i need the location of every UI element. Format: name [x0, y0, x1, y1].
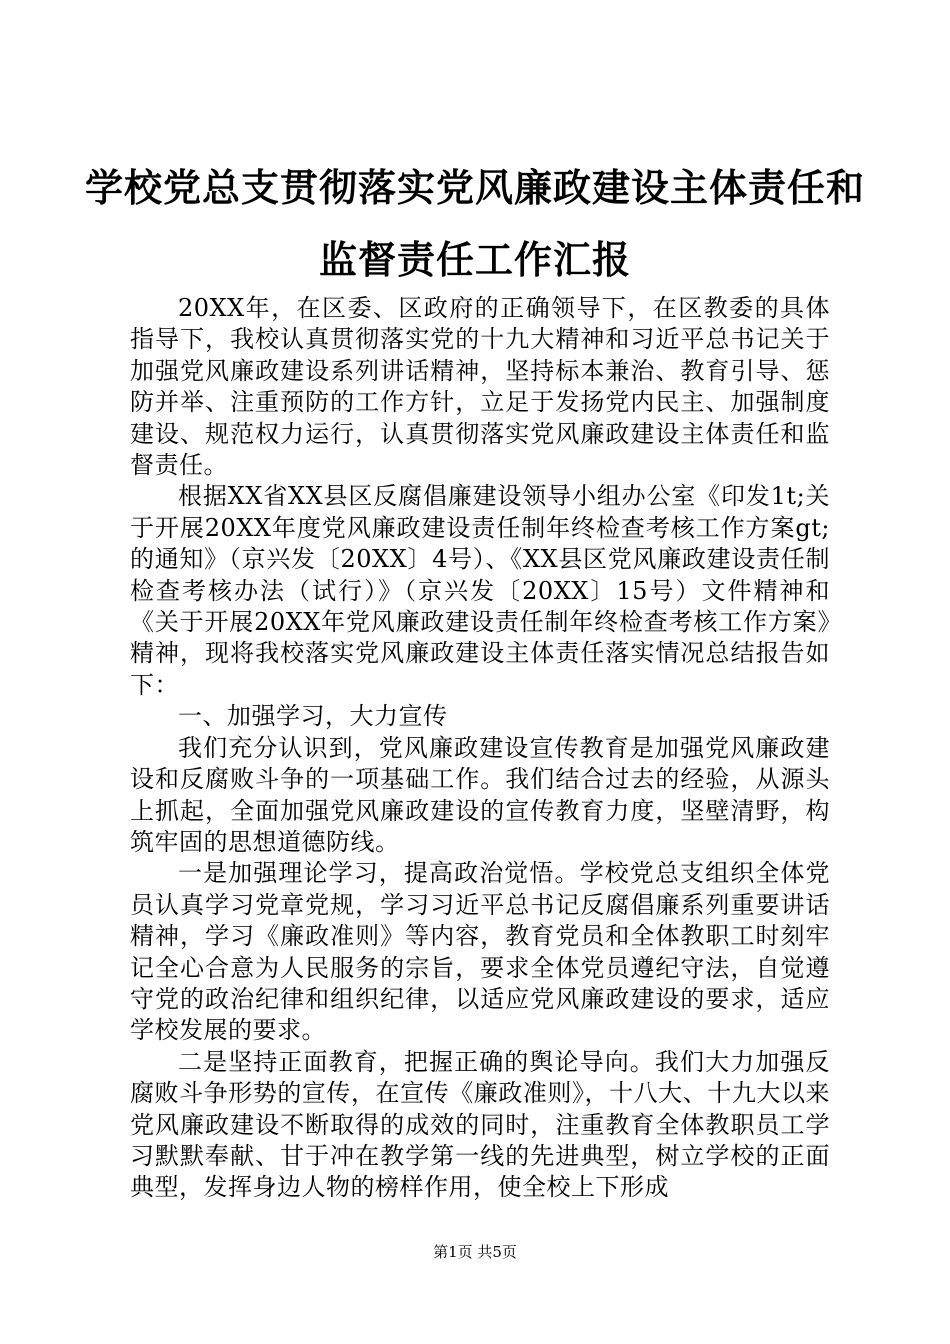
- section-heading-1: 一、加强学习，大力宣传: [178, 702, 448, 731]
- paragraph-point-1: 一是加强理论学习，提高政治觉悟。学校党总支组织全体党员认真学习党章党规，学习习近平总书记反腐倡廉系列重要讲话精神，学习《廉政准则》等内容，教育党员和全体教职工时刻牢记全心合意为人民服务的宗旨，要求全体党员遵纪守法，自觉遵守党的政治纪律和组织纪律，以适应党风廉政建设的要求，适应学校发展的要求。: [130, 859, 830, 1045]
- paragraph-intro: 20XX年，在区委、区政府的正确领导下，在区教委的具体指导下，我校认真贯彻落实党的十九大精神和习近平总书记关于加强党风廉政建设系列讲话精神，坚持标本兼治、教育引导、惩防并举、注重预防的工作方针，立足于发扬党内民主、加强制度建设、规范权力运行，认真贯彻落实党风廉政建设主体责任和监督责任。: [130, 294, 830, 480]
- paragraph-section-1: 我们充分认识到，党风廉政建设宣传教育是加强党风廉政建设和反腐败斗争的一项基础工作。我们结合过去的经验，从源头上抓起，全面加强党风廉政建设的宣传教育力度，坚壁清野，构筑牢固的思想道德防线。: [130, 733, 830, 856]
- document-title: [60, 152, 890, 296]
- title-line-1: 学校党总支贯彻落实党风廉政建设主体责任和: [84, 166, 865, 210]
- document-body: [130, 293, 830, 1204]
- paragraph-basis: 根据XX省XX县区反腐倡廉建设领导小组办公室《印发1t;关于开展20XX年度党风廉政建设责任制年终检查考核工作方案gt;的通知》（京兴发〔20XX〕4号）、《XX县区党风廉政建设责任制检查考核办法（试行）》（京兴发〔20XX〕15号）文件精神和《关于开展20XX年党风廉政建设责任制年终检查考核工作方案》精神，现将我校落实党风廉政建设主体责任落实情况总结报告如下：: [130, 482, 830, 699]
- paragraph-point-2: 二是坚持正面教育，把握正确的舆论导向。我们大力加强反腐败斗争形势的宣传，在宣传《廉政准则》，十八大、十九大以来党风廉政建设不断取得的成效的同时，注重教育全体教职员工学习默默奉献、甘于冲在教学第一线的先进典型，树立学校的正面典型，发挥身边人物的榜样作用，使全校上下形成: [130, 1047, 830, 1202]
- page-footer: 第1页 共5页: [433, 1243, 517, 1261]
- title-line-2: 监督责任工作汇报: [318, 238, 631, 282]
